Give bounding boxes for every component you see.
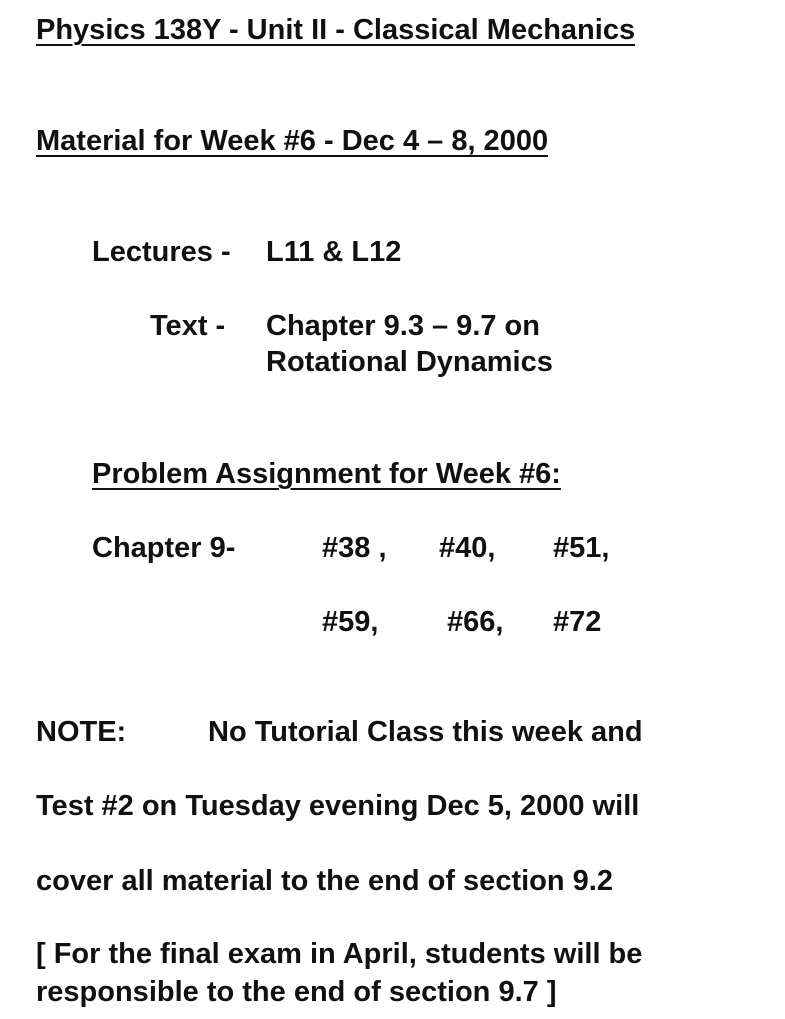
final-exam-line-2: responsible to the end of section 9.7 ]	[36, 976, 557, 1008]
lectures-value: L11 & L12	[266, 236, 402, 268]
note-line-3: cover all material to the end of section 9.2	[36, 865, 613, 897]
assignment-heading: Problem Assignment for Week #6:	[92, 458, 561, 490]
text-topic-line: Rotational Dynamics	[266, 346, 553, 378]
problem-item: #72	[553, 606, 602, 638]
text-chapter-line: Chapter 9.3 – 9.7 on	[266, 310, 540, 342]
problem-item: #40,	[439, 532, 496, 564]
note-label: NOTE:	[36, 716, 127, 748]
page-title: Physics 138Y - Unit II - Classical Mechanics	[36, 14, 636, 46]
problem-item: #51,	[553, 532, 610, 564]
assignment-chapter-label: Chapter 9-	[92, 532, 236, 564]
problem-item: #59,	[322, 606, 379, 638]
problem-item: #38 ,	[322, 532, 387, 564]
note-line-1: No Tutorial Class this week and	[208, 716, 643, 748]
problem-item: #66,	[447, 606, 504, 638]
lectures-label: Lectures -	[92, 236, 231, 268]
note-line-2: Test #2 on Tuesday evening Dec 5, 2000 will	[36, 790, 640, 822]
final-exam-line-1: [ For the final exam in April, students will be	[36, 938, 643, 970]
week-material-heading: Material for Week #6 - Dec 4 – 8, 2000	[36, 125, 549, 157]
text-label: Text -	[150, 310, 226, 342]
